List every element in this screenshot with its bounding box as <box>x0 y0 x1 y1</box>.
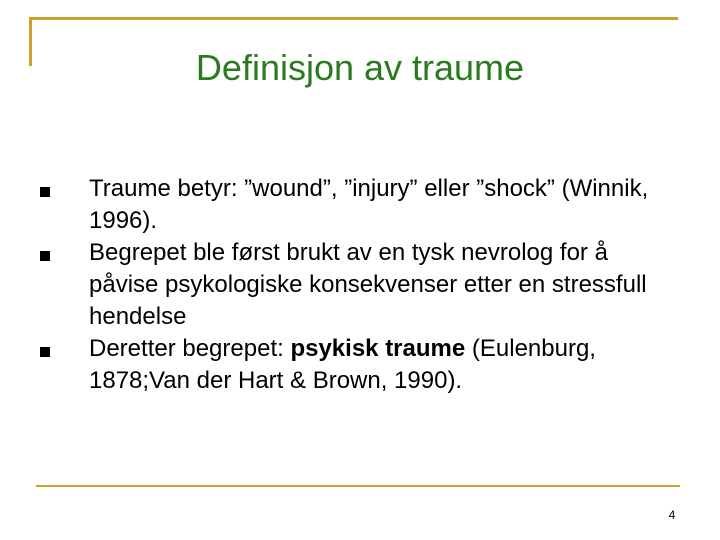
slide-title: Definisjon av traume <box>195 47 525 88</box>
square-bullet-icon <box>40 347 50 357</box>
bullet-text: Traume betyr: ”wound”, ”injury” eller ”shock” (Winnik, 1996). <box>89 175 649 234</box>
square-bullet-icon <box>40 187 50 197</box>
frame-bottom-line <box>36 485 680 487</box>
bullet-text-suffix: (Eulenburg, 1878;Van der Hart & Brown, 1990). <box>89 335 596 394</box>
bullet-text: Begrepet ble først brukt av en tysk nevrolog for å påvise psykologiske konsekvenser etter en stressfull hendelse <box>89 239 647 330</box>
bullet-item <box>40 237 680 333</box>
page-number: 4 <box>668 508 676 522</box>
bullet-item <box>40 333 680 397</box>
bullet-item <box>40 173 680 237</box>
square-bullet-icon <box>40 251 50 261</box>
bullet-list <box>40 173 680 397</box>
bullet-text <box>89 335 596 394</box>
bullet-text-prefix: Deretter begrepet: <box>89 335 291 362</box>
frame-top-line <box>29 17 678 20</box>
bullet-text-bold-term: psykisk traume <box>290 335 466 362</box>
